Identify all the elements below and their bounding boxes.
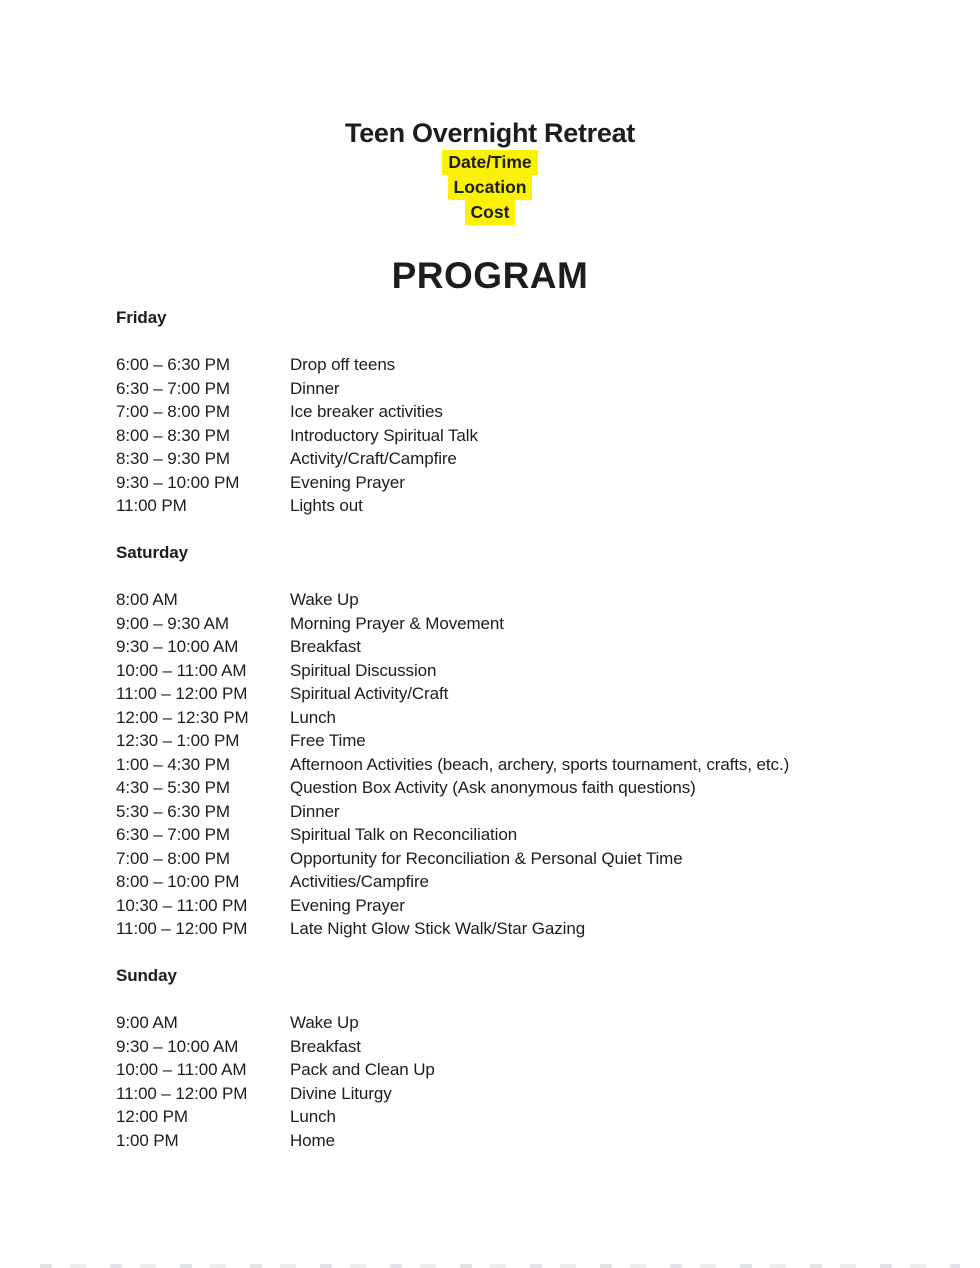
- row-activity: Breakfast: [290, 637, 361, 656]
- row-time: 8:00 – 10:00 PM: [116, 872, 240, 891]
- row-time: 11:00 – 12:00 PM: [116, 1083, 248, 1103]
- schedule-row: [116, 659, 980, 683]
- schedule-row: [116, 753, 980, 777]
- row-activity: Afternoon Activities (beach, archery, sports tournament, crafts, etc.): [290, 754, 790, 774]
- schedule-row: [116, 1129, 980, 1153]
- row-time: 9:00 – 9:30 AM: [116, 613, 229, 633]
- row-activity: Spiritual Discussion: [290, 660, 437, 680]
- schedule-row: [116, 776, 980, 800]
- schedule-row: [116, 1105, 980, 1129]
- row-time: 6:00 – 6:30 PM: [116, 355, 230, 374]
- schedule-row: [116, 1011, 980, 1035]
- placeholder-line-location: [0, 175, 980, 200]
- row-activity: Dinner: [290, 801, 340, 821]
- row-activity: Spiritual Talk on Reconciliation: [290, 825, 518, 844]
- row-time: 8:00 AM: [116, 590, 178, 609]
- row-time: 8:00 – 8:30 PM: [116, 425, 230, 445]
- schedule-row: [116, 823, 980, 847]
- schedule-row: [116, 447, 980, 471]
- row-time: 11:00 – 12:00 PM: [116, 919, 248, 938]
- row-time: 11:00 PM: [116, 496, 187, 515]
- schedule-row: [116, 400, 980, 424]
- row-time: 10:00 – 11:00 AM: [116, 660, 247, 680]
- schedule-row: [116, 682, 980, 706]
- schedule-row: [116, 588, 980, 612]
- row-time: 9:30 – 10:00 PM: [116, 472, 240, 492]
- row-activity: Question Box Activity (Ask anonymous faith questions): [290, 778, 696, 797]
- row-activity: Home: [290, 1130, 335, 1150]
- schedule-row: [116, 471, 980, 495]
- day-heading-saturday: Saturday: [116, 543, 188, 562]
- row-time: 12:00 PM: [116, 1107, 188, 1126]
- row-time: 12:00 – 12:30 PM: [116, 707, 249, 727]
- placeholder-line-datetime: [0, 150, 980, 175]
- row-time: 1:00 PM: [116, 1130, 179, 1150]
- row-activity: Activities/Campfire: [290, 872, 429, 891]
- schedule-row: [116, 729, 980, 753]
- row-time: 1:00 – 4:30 PM: [116, 754, 230, 774]
- row-time: 7:00 – 8:00 PM: [116, 402, 230, 421]
- highlighted-placeholder-location: Location: [448, 175, 533, 200]
- schedule-row: [116, 1058, 980, 1082]
- day-heading-friday: Friday: [116, 308, 167, 327]
- schedule-day: [116, 964, 980, 1152]
- row-activity: Free Time: [290, 731, 366, 750]
- schedule-row: [116, 494, 980, 518]
- row-time: 8:30 – 9:30 PM: [116, 449, 230, 468]
- day-heading-sunday: Sunday: [116, 966, 177, 985]
- row-time: 11:00 – 12:00 PM: [116, 684, 248, 703]
- row-activity: Divine Liturgy: [290, 1083, 392, 1103]
- row-activity: Drop off teens: [290, 355, 396, 374]
- schedule-row: [116, 870, 980, 894]
- schedule-row: [116, 635, 980, 659]
- schedule: [116, 306, 980, 1152]
- day-rows: [116, 353, 980, 518]
- row-activity: Wake Up: [290, 590, 359, 609]
- row-activity: Late Night Glow Stick Walk/Star Gazing: [290, 919, 586, 938]
- schedule-row: [116, 706, 980, 730]
- row-activity: Lights out: [290, 496, 363, 515]
- row-activity: Lunch: [290, 707, 336, 727]
- row-time: 9:30 – 10:00 AM: [116, 637, 239, 656]
- row-activity: Lunch: [290, 1107, 336, 1126]
- program-heading: PROGRAM: [391, 255, 589, 296]
- schedule-day: [116, 306, 980, 518]
- day-rows: [116, 1011, 980, 1152]
- schedule-row: [116, 800, 980, 824]
- row-time: 10:30 – 11:00 PM: [116, 895, 248, 915]
- row-time: 5:30 – 6:30 PM: [116, 801, 230, 821]
- row-activity: Breakfast: [290, 1036, 361, 1056]
- schedule-row: [116, 917, 980, 941]
- row-activity: Morning Prayer & Movement: [290, 613, 504, 633]
- row-activity: Spiritual Activity/Craft: [290, 684, 449, 703]
- schedule-day: [116, 541, 980, 941]
- row-activity: Wake Up: [290, 1013, 359, 1032]
- schedule-row: [116, 894, 980, 918]
- row-activity: Pack and Clean Up: [290, 1060, 435, 1079]
- placeholder-line-cost: [0, 200, 980, 225]
- row-time: 10:00 – 11:00 AM: [116, 1060, 247, 1079]
- row-time: 4:30 – 5:30 PM: [116, 778, 230, 797]
- schedule-row: [116, 612, 980, 636]
- day-rows: [116, 588, 980, 941]
- row-activity: Evening Prayer: [290, 895, 405, 915]
- highlighted-placeholder-datetime: Date/Time: [442, 150, 537, 175]
- schedule-row: [116, 847, 980, 871]
- next-page-edge-artifact: [40, 1264, 960, 1268]
- document-title: Teen Overnight Retreat: [345, 118, 635, 148]
- row-time: 9:30 – 10:00 AM: [116, 1036, 239, 1056]
- schedule-row: [116, 424, 980, 448]
- schedule-row: [116, 1035, 980, 1059]
- row-activity: Dinner: [290, 378, 340, 398]
- highlighted-placeholder-cost: Cost: [465, 200, 516, 225]
- row-activity: Ice breaker activities: [290, 402, 443, 421]
- document-header: [0, 0, 980, 296]
- row-time: 6:30 – 7:00 PM: [116, 825, 230, 844]
- row-activity: Opportunity for Reconciliation & Personal Quiet Time: [290, 848, 683, 868]
- row-time: 7:00 – 8:00 PM: [116, 848, 230, 868]
- row-activity: Evening Prayer: [290, 472, 405, 492]
- schedule-row: [116, 377, 980, 401]
- row-time: 6:30 – 7:00 PM: [116, 378, 230, 398]
- schedule-row: [116, 1082, 980, 1106]
- row-time: 12:30 – 1:00 PM: [116, 731, 240, 750]
- row-time: 9:00 AM: [116, 1013, 178, 1032]
- schedule-row: [116, 353, 980, 377]
- row-activity: Activity/Craft/Campfire: [290, 449, 457, 468]
- row-activity: Introductory Spiritual Talk: [290, 425, 478, 445]
